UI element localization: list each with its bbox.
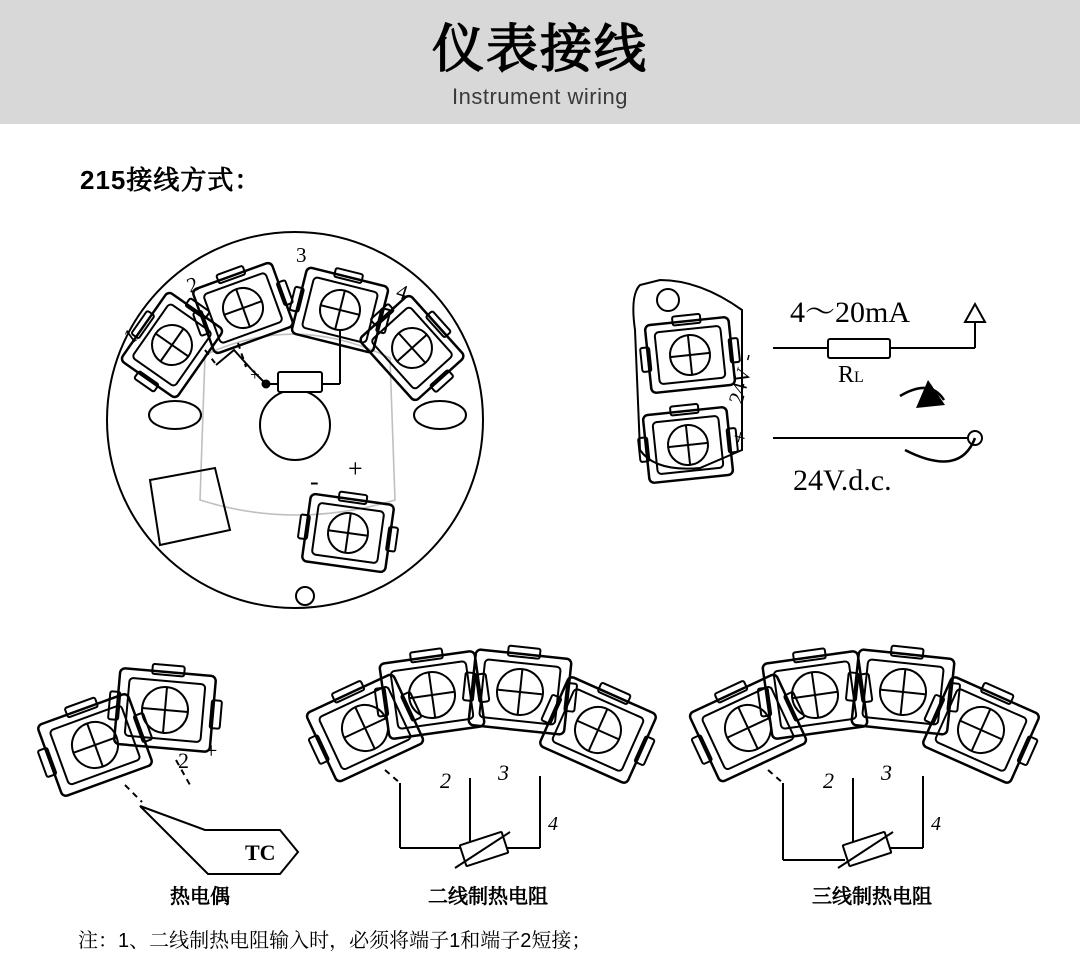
label-tc-terminal-2: 2 — [178, 748, 189, 773]
label-terminal-4: 4 — [393, 278, 411, 305]
section-title: 215接线方式： — [80, 165, 262, 195]
label-terminal-plus-sign: + — [725, 427, 754, 447]
page-subtitle: Instrument wiring — [451, 84, 628, 109]
label-2w-terminal-3: 3 — [498, 760, 509, 785]
label-tc: TC — [245, 840, 276, 865]
label-terminal-1: 1 — [119, 323, 142, 350]
label-terminal-2: 2 — [183, 271, 202, 298]
label-24v: 24V — [723, 365, 757, 407]
label-3w-terminal-4: 4 — [931, 813, 941, 835]
label-3w-terminal-2: 2 — [823, 768, 834, 793]
label-inner-plus: + — [250, 365, 260, 384]
label-2w-terminal-2: 2 — [440, 768, 451, 793]
terminal-power — [295, 487, 402, 574]
label-supply-voltage: 24V.d.c. — [793, 464, 892, 497]
wiring-diagram-svg — [0, 200, 1080, 920]
terminal-4 — [354, 285, 475, 407]
label-minus: - — [310, 467, 319, 496]
note-line-1: 注：1、二线制热电阻输入时，必须将端子1和端子2短接； — [78, 930, 592, 952]
label-tc-plus: + — [205, 738, 218, 763]
label-plus: + — [348, 454, 363, 483]
label-terminal-3: 3 — [296, 243, 307, 267]
label-terminal-minus-sign: - — [735, 351, 759, 364]
three-wire-rtd-example — [678, 641, 1050, 868]
page-header — [0, 0, 1080, 124]
page-title: 仪表接线 — [431, 21, 648, 79]
label-load-resistor: RL — [838, 362, 864, 388]
label-3w-terminal-3: 3 — [881, 760, 892, 785]
caption-two-wire-rtd: 二线制热电阻 — [428, 886, 548, 908]
label-2w-terminal-4: 4 — [548, 813, 558, 835]
two-wire-rtd-example — [295, 641, 667, 868]
wiring-diagram-area — [0, 200, 1080, 920]
caption-three-wire-rtd: 三线制热电阻 — [812, 886, 932, 908]
label-current-range: 4～20mA — [790, 296, 910, 329]
notes-block — [78, 925, 591, 957]
caption-thermocouple: 热电偶 — [170, 886, 230, 908]
